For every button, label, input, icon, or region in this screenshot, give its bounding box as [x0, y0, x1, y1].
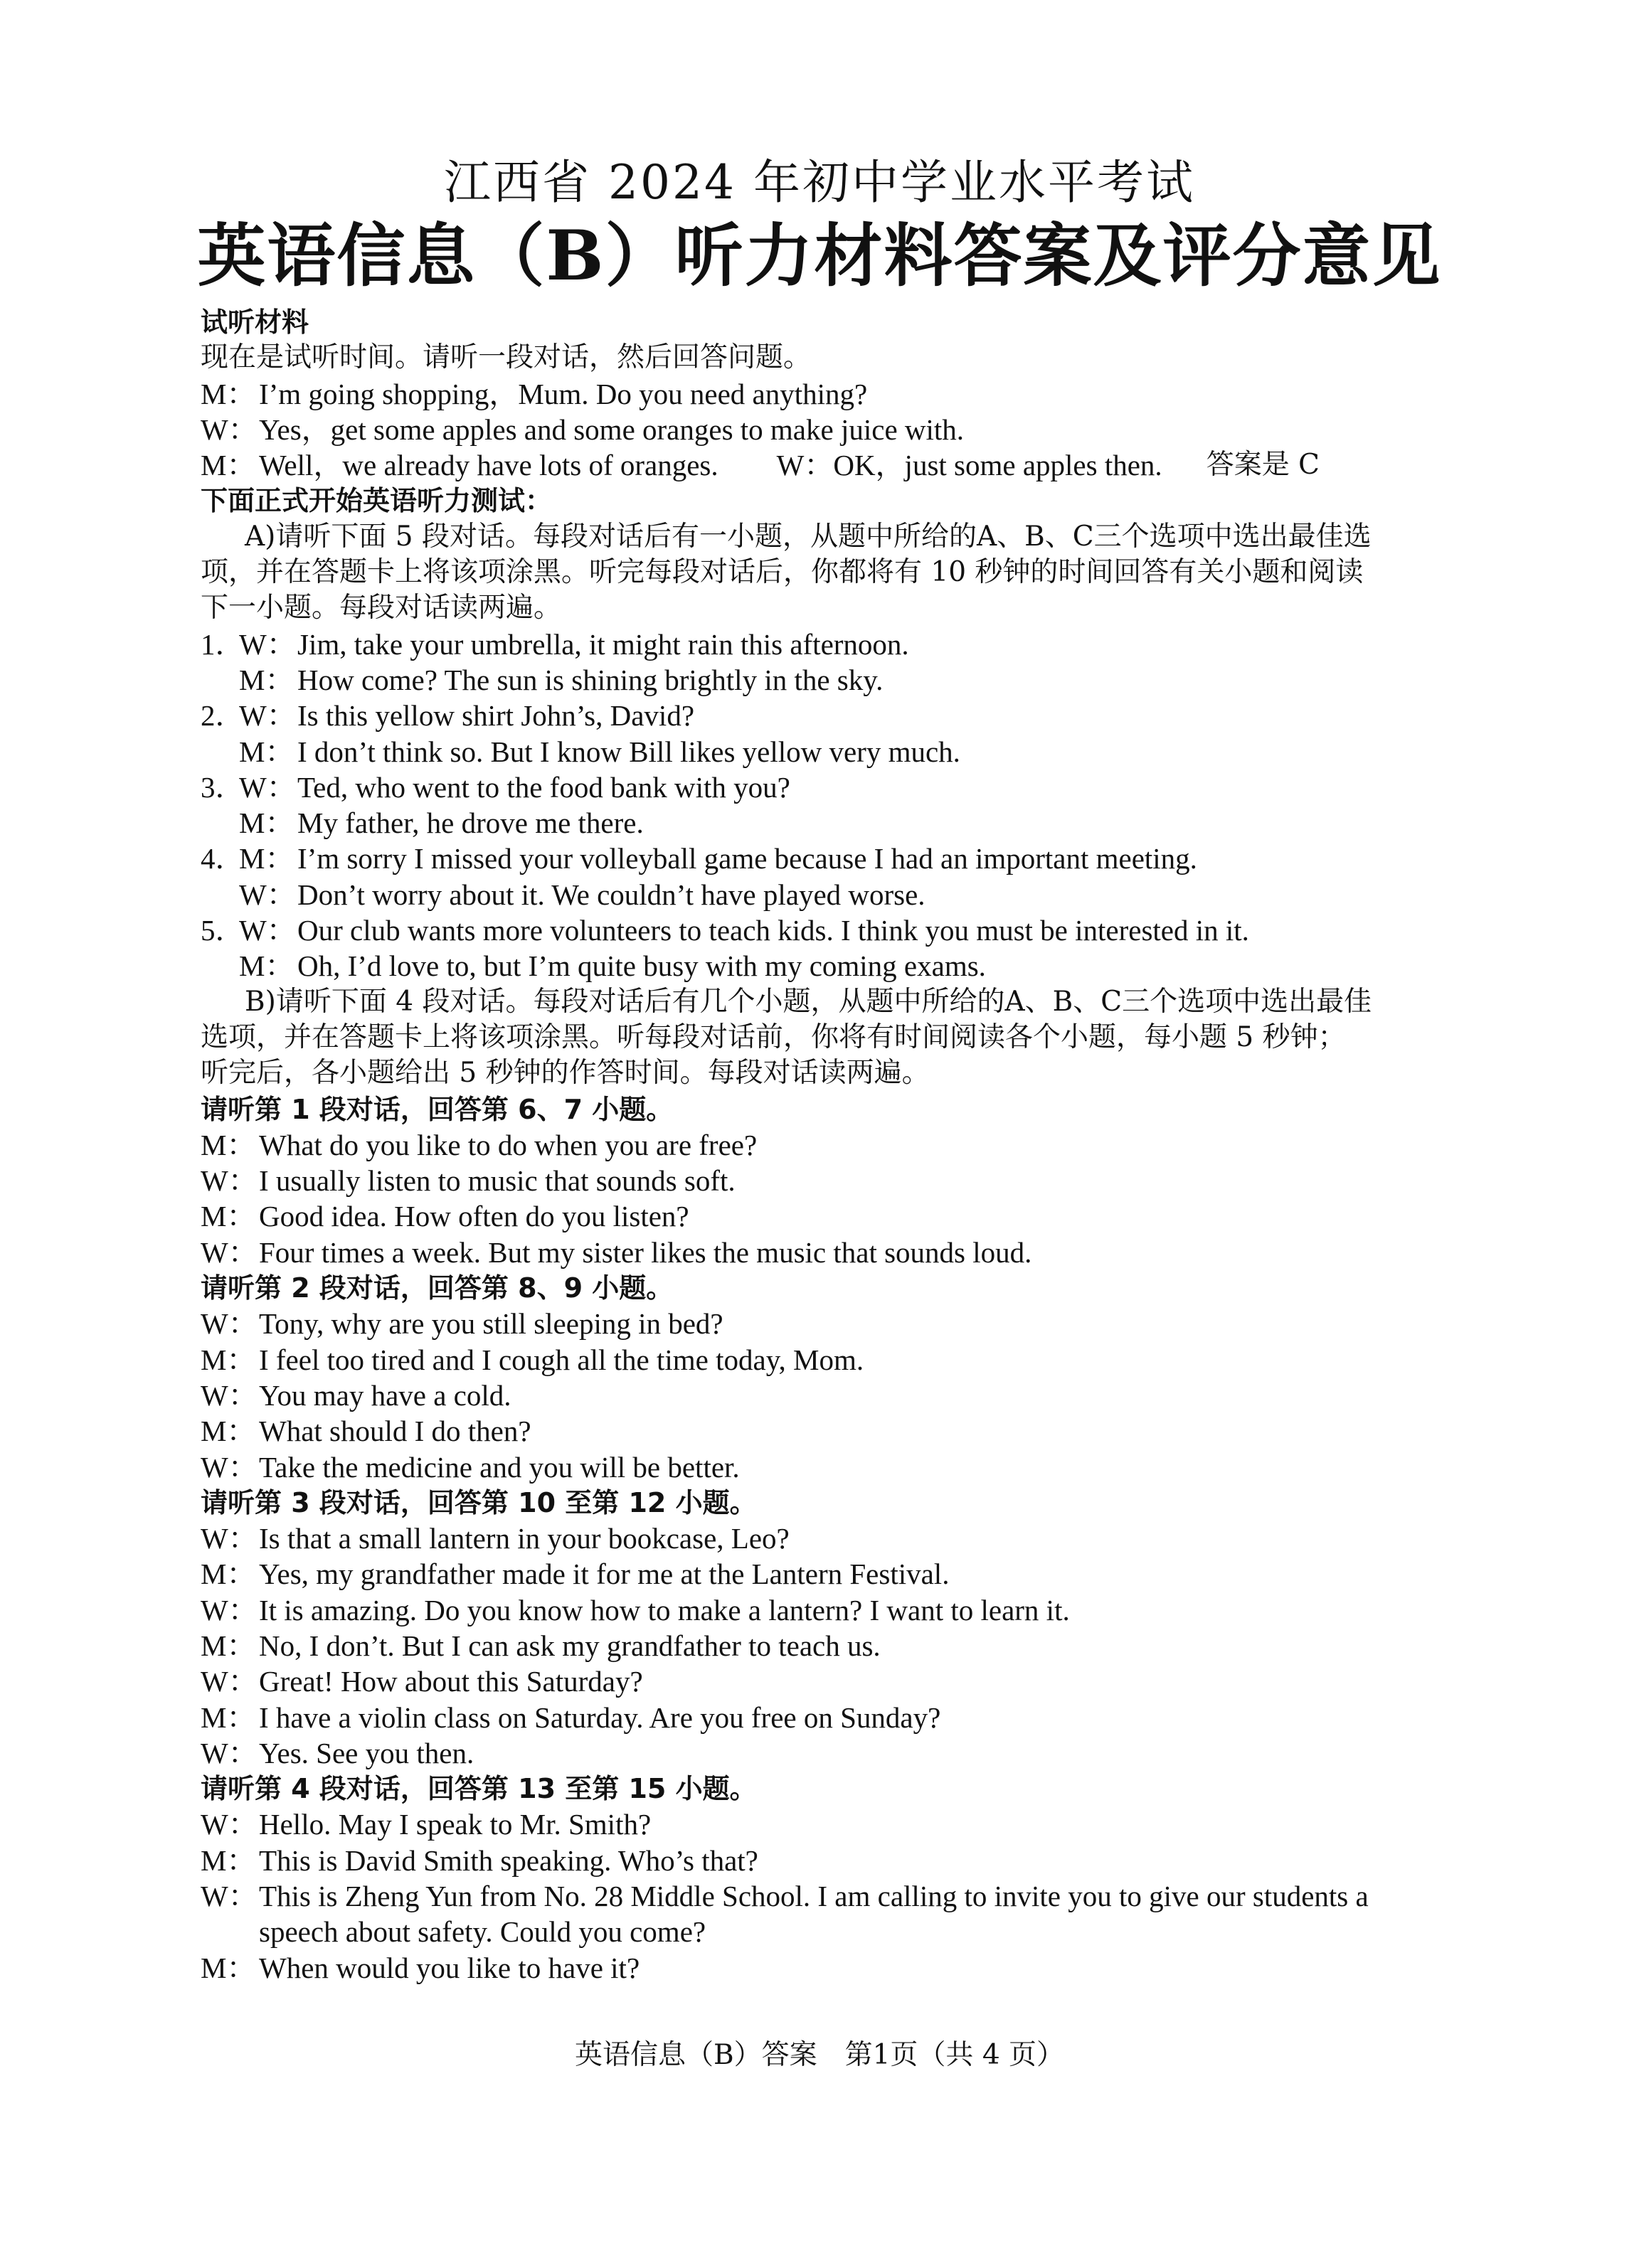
dialogue-text: Our club wants more volunteers to teach kids. I think you must be interested in it.: [297, 914, 1249, 947]
speaker-label: W：: [201, 412, 258, 446]
speaker-label: W：: [201, 1736, 258, 1769]
speaker-label: W：: [239, 627, 296, 661]
speaker-label: W：: [201, 1880, 258, 1913]
section-a-instructions: A)请听下面 5 段对话。每段对话后有一小题，从题中所给的A、B、C三个选项中选出最佳选: [245, 520, 1372, 553]
dialog-heading: 请听第 2 段对话，回答第 8、9 小题。: [201, 1272, 674, 1304]
dialogue-text: Take the medicine and you will be better.: [259, 1450, 740, 1484]
question-line: [201, 662, 1481, 698]
dialogue-text: Four times a week. But my sister likes the music that sounds loud.: [259, 1235, 1032, 1269]
dialogue-line: [201, 1163, 1481, 1198]
question-line: [201, 841, 1481, 876]
dialogue-line: [201, 1306, 1481, 1341]
speaker-label: M：: [201, 449, 256, 482]
speaker-label: W：: [201, 1378, 258, 1412]
dialogue-text: I’m going shopping，Mum. Do you need anything?: [259, 377, 868, 410]
speaker-label: W：: [239, 699, 296, 733]
speaker-label: M：: [201, 1700, 256, 1734]
dialogue-text: I’m sorry I missed your volleyball game because I had an important meeting.: [297, 842, 1197, 875]
dialogue-text: Yes. See you then.: [259, 1736, 474, 1769]
speaker-label: W：: [239, 878, 296, 911]
trial-heading: 试听材料: [201, 307, 309, 338]
dialogue-text: Well，we already have lots of oranges.: [259, 449, 718, 482]
speaker-label: W：: [201, 1235, 258, 1269]
speaker-label: M：: [201, 1951, 256, 1984]
speaker-label: W：: [201, 1593, 258, 1627]
dialogue-text: Don’t worry about it. We couldn’t have played worse.: [297, 878, 925, 911]
document-body: [201, 304, 1481, 1986]
dialogue-text: How come? The sun is shining brightly in the sky.: [297, 663, 884, 696]
dialogue-text: I have a violin class on Saturday. Are you free on Sunday?: [259, 1700, 941, 1734]
speaker-label: M：: [201, 1629, 256, 1662]
section-b-instructions: B)请听下面 4 段对话。每段对话后有几个小题，从题中所给的A、B、C三个选项中选出最佳: [245, 985, 1372, 1018]
dialogue-line: [201, 1950, 1481, 1986]
dialogue-line: [201, 1806, 1481, 1842]
speaker-label: W：: [776, 449, 834, 482]
dialogue-line: [201, 447, 1481, 483]
dialogue-line: [201, 1735, 1481, 1771]
dialog-heading: 请听第 3 段对话，回答第 10 至第 12 小题。: [201, 1486, 757, 1518]
formal-test-heading: 下面正式开始英语听力测试：: [201, 485, 553, 517]
dialogue-line: [201, 1556, 1481, 1592]
dialogue-text: It is amazing. Do you know how to make a lantern? I want to learn it.: [259, 1593, 1070, 1627]
speaker-label: M：: [201, 377, 256, 410]
speaker-label: M：: [201, 1200, 256, 1233]
dialogue-text: You may have a cold.: [259, 1378, 511, 1412]
dialogue-text: Ted, who went to the food bank with you?: [297, 770, 790, 804]
section-b-instructions: 听完后，各小题给出 5 秒钟的作答时间。每段对话读两遍。: [201, 1057, 930, 1090]
dialogue-text: Oh, I’d love to, but I’m quite busy with my coming exams.: [297, 949, 986, 983]
speaker-label: W：: [201, 1307, 258, 1341]
dialogue-text: This is David Smith speaking. Who’s that?: [259, 1843, 758, 1877]
dialogue-text: What should I do then?: [259, 1415, 531, 1448]
trial-answer: 答案是 C: [1206, 449, 1320, 481]
dialogue-text: I don’t think so. But I know Bill likes yellow very much.: [297, 735, 960, 768]
speaker-label: M：: [201, 1128, 256, 1161]
document-title: 英语信息（B）听力材料答案及评分意见: [197, 215, 1442, 296]
question-line: [201, 770, 1481, 805]
dialogue-text: Yes，get some apples and some oranges to make juice with.: [259, 412, 965, 446]
dialogue-line: [201, 1521, 1481, 1556]
dialogue-text: Tony, why are you still sleeping in bed?: [259, 1307, 723, 1341]
speaker-label: W：: [201, 1450, 258, 1484]
speaker-label: M：: [239, 949, 295, 983]
question-line: [201, 734, 1481, 770]
dialogue-line: [201, 1843, 1481, 1878]
speaker-label: W：: [201, 1808, 258, 1841]
dialogue-text: My father, he drove me there.: [297, 806, 644, 840]
dialogue-line: [201, 1378, 1481, 1413]
dialogue-continuation: speech about safety. Could you come?: [259, 1915, 706, 1949]
question-number: 2．: [201, 699, 245, 733]
speaker-label: M：: [239, 842, 295, 875]
dialogue-text: Is this yellow shirt John’s, David?: [297, 699, 695, 733]
trial-intro: 现在是试听时间。请听一段对话，然后回答问题。: [201, 341, 812, 374]
page-footer: 英语信息（B）答案 第1页（共 4 页）: [574, 2039, 1065, 2071]
question-number: 5．: [201, 914, 245, 947]
dialogue-text: I feel too tired and I cough all the time today, Mom.: [259, 1343, 864, 1376]
speaker-label: M：: [239, 806, 295, 840]
dialogue-text: Yes, my grandfather made it for me at the Lantern Festival.: [259, 1558, 950, 1591]
dialogue-text: Good idea. How often do you listen?: [259, 1200, 689, 1233]
speaker-label: M：: [239, 663, 295, 696]
question-line: [201, 877, 1481, 912]
question-number: 4．: [201, 842, 245, 875]
dialogue-line: [201, 1663, 1481, 1699]
dialogue-line: [201, 1878, 1481, 1914]
dialogue-line: [201, 1413, 1481, 1449]
dialogue-text: When would you like to have it?: [259, 1951, 640, 1984]
speaker-label: W：: [239, 914, 296, 947]
dialogue-line: [201, 1628, 1481, 1663]
question-line: [201, 948, 1481, 984]
section-a-instructions: 项，并在答题卡上将该项涂黑。听完每段对话后，你都将有 10 秒钟的时间回答有关小题和阅读: [201, 556, 1364, 589]
question-line: [201, 805, 1481, 841]
dialogue-text: What do you like to do when you are free?: [259, 1128, 758, 1161]
speaker-label: W：: [201, 1522, 258, 1555]
dialogue-line: [201, 412, 1481, 447]
speaker-label: W：: [239, 770, 296, 804]
speaker-label: M：: [201, 1558, 256, 1591]
dialogue-text: I usually listen to music that sounds soft.: [259, 1164, 736, 1198]
speaker-label: W：: [201, 1164, 258, 1198]
question-line: [201, 698, 1481, 733]
exam-title: 江西省 2024 年初中学业水平考试: [444, 155, 1195, 210]
dialogue-text: Is that a small lantern in your bookcase, Leo?: [259, 1522, 790, 1555]
speaker-label: M：: [239, 735, 295, 768]
dialogue-line: [201, 1700, 1481, 1735]
speaker-label: M：: [201, 1843, 256, 1877]
section-a-instructions: 下一小题。每段对话读两遍。: [201, 592, 562, 624]
dialogue-text: OK，just some apples then.: [833, 449, 1162, 482]
question-line: [201, 912, 1481, 948]
dialogue-line: [201, 1342, 1481, 1378]
speaker-label: M：: [201, 1343, 256, 1376]
dialogue-line: [201, 1592, 1481, 1628]
dialogue-text: Jim, take your umbrella, it might rain this afternoon.: [297, 627, 909, 661]
dialogue-line: [201, 1127, 1481, 1163]
dialogue-line: [201, 1449, 1481, 1485]
dialogue-text: Hello. May I speak to Mr. Smith?: [259, 1808, 652, 1841]
section-b-instructions: 选项，并在答题卡上将该项涂黑。听每段对话前，你将有时间阅读各个小题，每小题 5 秒钟；: [201, 1021, 1346, 1053]
dialogue-line: [201, 376, 1481, 412]
dialog-heading: 请听第 1 段对话，回答第 6、7 小题。: [201, 1093, 674, 1125]
dialogue-line: [201, 1198, 1481, 1234]
dialogue-text: This is Zheng Yun from No. 28 Middle School. I am calling to invite you to give our students a: [259, 1880, 1369, 1913]
dialog-heading: 请听第 4 段对话，回答第 13 至第 15 小题。: [201, 1773, 757, 1805]
question-number: 1．: [201, 627, 245, 661]
dialogue-line: [201, 1235, 1481, 1270]
dialogue-text: No, I don’t. But I can ask my grandfather to teach us.: [259, 1629, 881, 1662]
question-line: [201, 627, 1481, 662]
dialogue-text: Great! How about this Saturday?: [259, 1665, 643, 1698]
speaker-label: M：: [201, 1415, 256, 1448]
speaker-label: W：: [201, 1665, 258, 1698]
question-number: 3．: [201, 770, 245, 804]
